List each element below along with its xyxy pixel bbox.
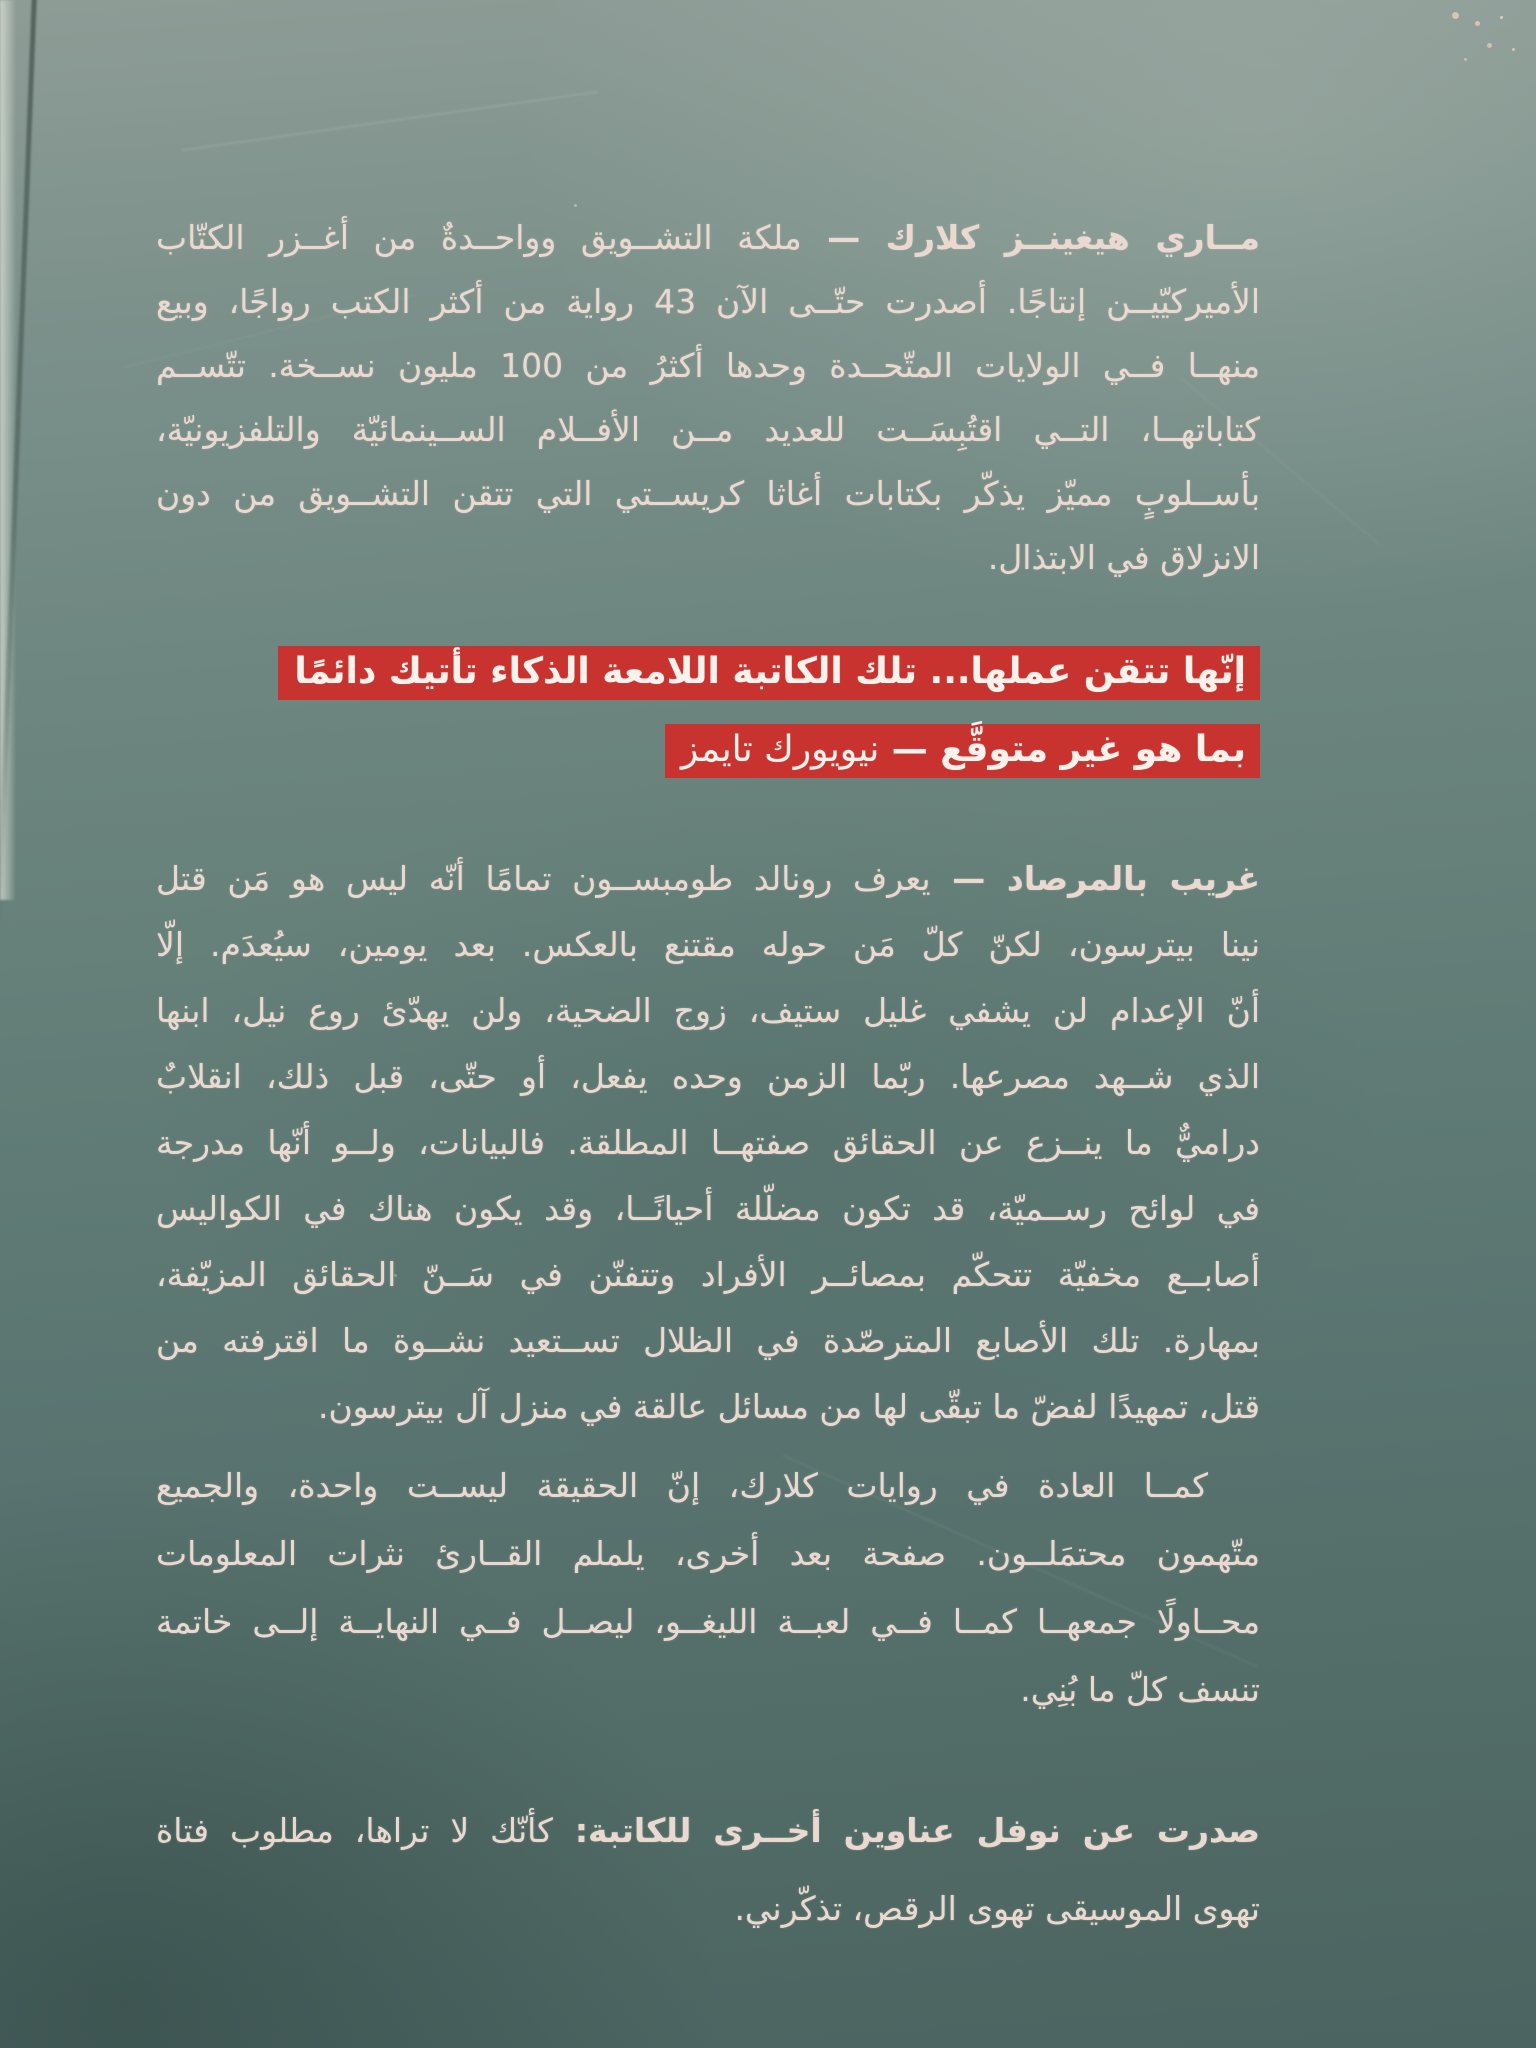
bold-lead: مــاري هيغينــز كلارك — [801, 218, 1260, 257]
line-text: بأســلوبٍ مميّز يذكّر بكتابات أغاثا كريســتي التي تتقن التشــويق من دون [156, 474, 1260, 513]
synopsis-paragraph [156, 846, 1260, 1440]
line-text: تهوى الموسيقى تهوى الرقص، تذكّرني. [734, 1889, 1260, 1928]
text-line [156, 270, 1260, 334]
line-text: أنّ الإعدام لن يشفي غليل ستيف، زوج الضحية، ولن يهدّئ روع نيل، ابنها [156, 991, 1260, 1030]
line-text: منهــا فــي الولايات المتّحــدة وحدها أكثرُ من 100 مليون نســخة. تتّســم [156, 346, 1260, 385]
line-text: متّهمون محتمَلــون. صفحة بعد أخرى، يلملم القــارئ نثرات المعلومات [156, 1534, 1260, 1573]
text-line [156, 526, 1260, 590]
text-line [156, 1520, 1260, 1588]
author-bio-paragraph [156, 206, 1260, 590]
line-text: بمهارة. تلك الأصابع المترصّدة في الظلال تســتعيد نشــوة ما اقترفته من [156, 1321, 1260, 1360]
press-quote [156, 646, 1260, 802]
quote-text-bold: بما هو غير متوقَّع — [879, 729, 1246, 770]
text-line [156, 398, 1260, 462]
text-line [156, 1374, 1260, 1440]
text-line [156, 1656, 1260, 1724]
text-line [156, 462, 1260, 526]
text-line [156, 1792, 1260, 1870]
line-text: كأنّك لا تراها، مطلوب فتاة [156, 1811, 553, 1850]
line-text: الأميركيّيــن إنتاجًا. أصدرت حتّــى الآن 43 رواية من أكثر الكتب رواجًا، وبيع [156, 282, 1261, 321]
line-text: ملكة التشــويق وواحــدةٌ من أغــزر الكتّاب [156, 218, 802, 257]
line-text: كتاباتهــا، التــي اقتُبِسَــت للعديد مــن الأفــلام الســينمائيّة والتلفزيونيّة، [156, 410, 1260, 449]
line-text: كمــا العادة في روايات كلارك، إنّ الحقيقة ليســت واحدة، والجميع [156, 1466, 1208, 1505]
line-text: أصابــع مخفيّة تتحكّم بمصائــر الأفراد وتتفنّن في سَــنّ الحقائق المزيّفة، [156, 1255, 1260, 1294]
line-text: الانزلاق في الابتذال. [987, 538, 1260, 577]
dust-specks [1452, 12, 1459, 19]
bold-lead: غريب بالمرصاد — [930, 859, 1260, 898]
text-line [156, 1110, 1260, 1176]
text-line [156, 1176, 1260, 1242]
text-line [156, 912, 1260, 978]
other-titles-paragraph [156, 1792, 1260, 1948]
quote-line-2 [156, 724, 1260, 778]
quote-highlight [665, 724, 1260, 778]
text-line [156, 1588, 1260, 1656]
text-line [156, 334, 1260, 398]
line-text: دراميٌّ ما ينــزع عن الحقائق صفتهــا المطلقة. فالبيانات، ولــو أنّها مدرجة [156, 1123, 1260, 1162]
bold-lead: صدرت عن نوفل عناوين أخــرى للكاتبة: [552, 1811, 1261, 1850]
text-line [156, 846, 1260, 912]
line-text: قتل، تمهيدًا لفضّ ما تبقّى لها من مسائل عالقة في منزل آل بيترسون. [317, 1387, 1260, 1426]
line-text: نينا بيترسون، لكنّ كلّ مَن حوله مقتنع بالعكس. بعد يومين، سيُعدَم. إلّا [156, 925, 1260, 964]
text-line [156, 1870, 1260, 1948]
text-line [156, 1242, 1260, 1308]
quote-source: نيويورك تايمز [680, 729, 880, 770]
quote-line-1 [156, 646, 1260, 700]
line-text: الذي شــهد مصرعها. ربّما الزمن وحده يفعل، أو حتّى، قبل ذلك، انقلابٌ [156, 1057, 1260, 1096]
text-line [156, 978, 1260, 1044]
back-cover-text [156, 0, 1260, 2048]
text-line [156, 206, 1260, 270]
text-line [156, 1308, 1260, 1374]
text-line [156, 1044, 1260, 1110]
line-text: محــاولًا جمعهــا كمــا فــي لعبــة الليغــو، ليصــل فــي النهايــة إلــى خاتمة [156, 1602, 1260, 1641]
reading-note-paragraph [156, 1452, 1260, 1724]
line-text: في لوائح رســميّة، قد تكون مضلّلة أحيانًــا، وقد يكون هناك في الكواليس [156, 1189, 1260, 1228]
text-line [156, 1452, 1260, 1520]
quote-highlight: إنّها تتقن عملها... تلك الكاتبة اللامعة الذكاء تأتيك دائمًا [278, 646, 1260, 700]
line-text: يعرف رونالد طومبســون تمامًا أنّه ليس هو مَن قتل [156, 859, 931, 898]
line-text: تنسف كلّ ما بُنِي. [1020, 1670, 1260, 1709]
